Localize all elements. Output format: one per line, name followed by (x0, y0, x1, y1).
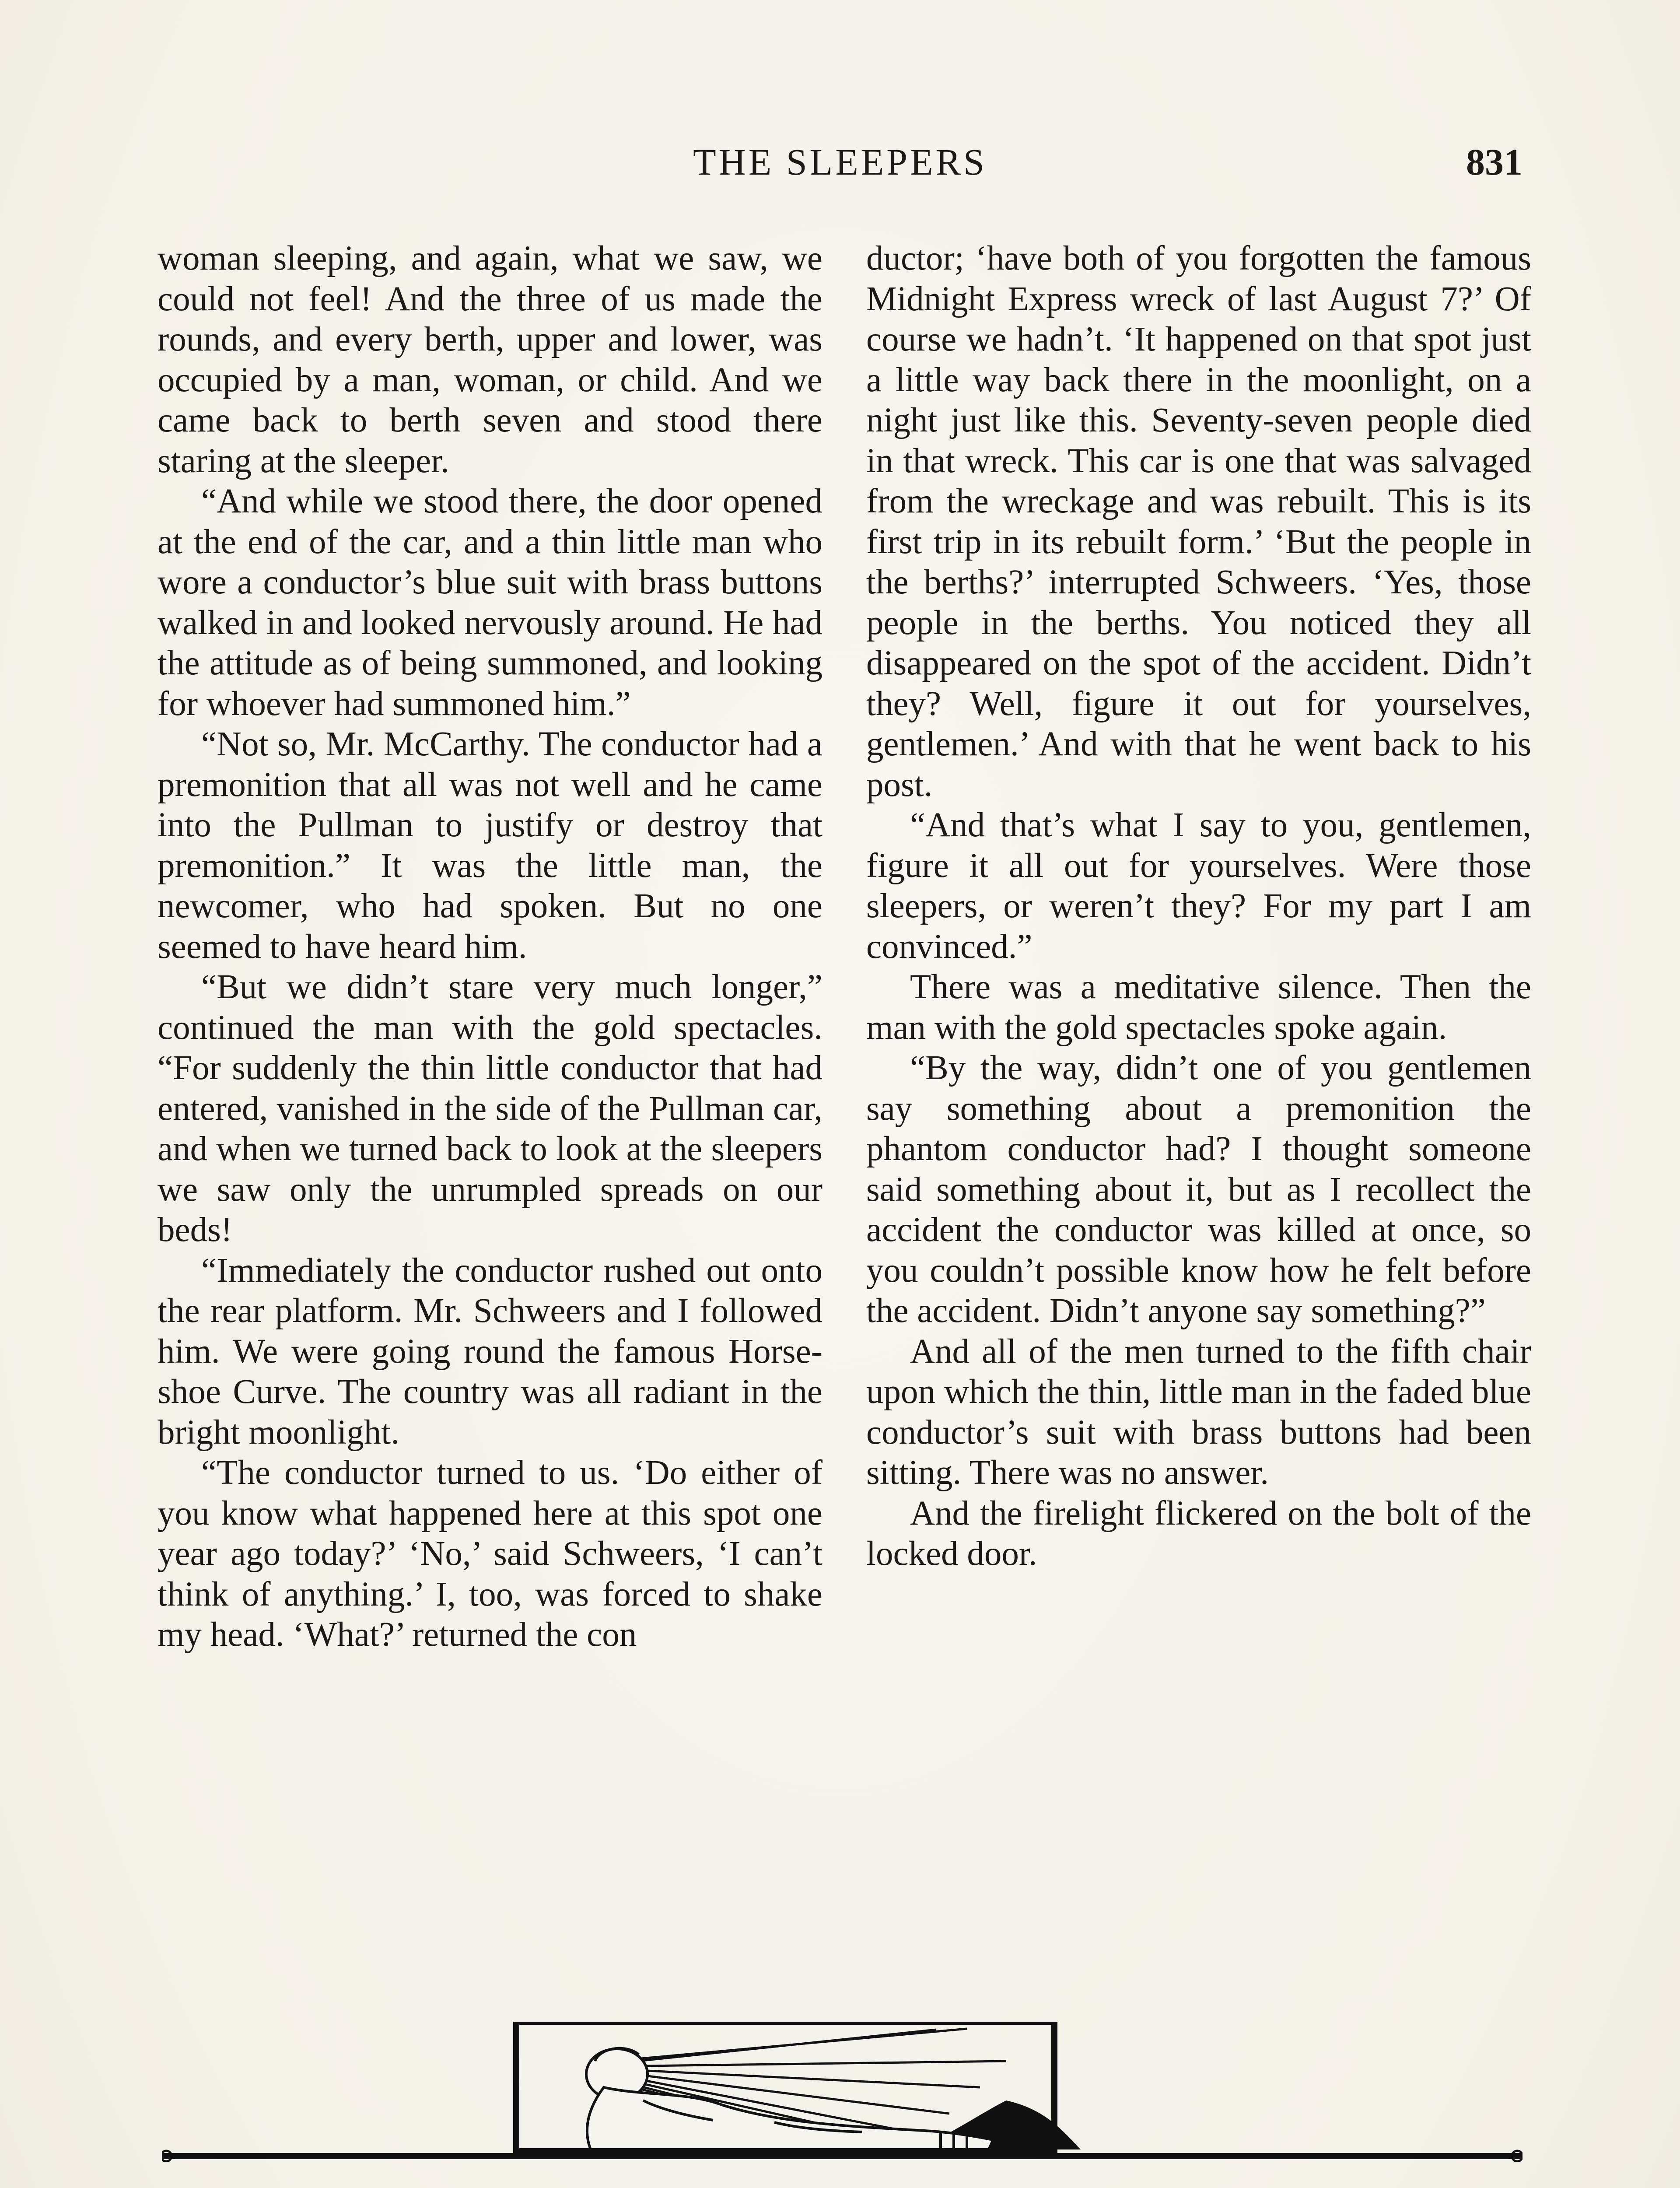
paragraph: And all of the men turned to the fifth chair upon which the thin, little man in the faded blue conductor’s suit with brass buttons had been sitting. There was no answer. (866, 1332, 1531, 1492)
tailpiece-illustration (162, 2022, 1522, 2162)
paragraph: And the firelight flickered on the bolt of the locked door. (866, 1494, 1531, 1573)
paragraph: “The conductor turned to us. ‘Do either of you know what happened here at this spot one year ago today?’ ‘No,’ said Schweers, ‘I can’t think of anything.’ I, too, was forced to shake my head. ‘What?’ returned the con (158, 1454, 822, 1654)
paragraph: “Immediately the conductor rushed out onto the rear platform. Mr. Schweers and I followed him. We were going round the famous Horseshoe Curve. The country was all radiant in the bright moonlight. (158, 1251, 822, 1452)
running-head (158, 138, 1522, 186)
paragraph: “Not so, Mr. McCarthy. The conductor had a premonition that all was not well and he came into the Pullman to justify or destroy that premonition.” It was the little man, the newcomer, who had spoken. But no one seemed to have heard him. (158, 725, 822, 966)
page-number: 831 (1466, 141, 1522, 183)
paragraph: ductor; ‘have both of you forgotten the famous Midnight Express wreck of last August 7?’ Of course we hadn’t. ‘It happened on that spot just a little way back there in the moonlight, on a night just like this. Seventy-seven people died in that wreck. This car is one that was salvaged from the wreckage and was rebuilt. This is its first trip in its rebuilt form.’ ‘But the people in the berths?’ interrupted Schweers. ‘Yes, those people in the berths. You noticed they all disappeared on the spot of the accident. Didn’t they? Well, figure it out for yourselves, gentlemen.’ And with that he went back to his post. (866, 239, 1531, 804)
paragraph: “By the way, didn’t one of you gentlemen say something about a premonition the phantom conductor had? I thought someone said something about it, but as I recollect the accident the conductor was killed at once, so you couldn’t possible know how he felt before the accident. Didn’t anyone say something?” (866, 1049, 1531, 1330)
right-column (866, 238, 1531, 1574)
page-title: THE SLEEPERS (693, 141, 987, 183)
paragraph: “And that’s what I say to you, gentlemen, figure it all out for yourselves. Were those sleepers, or weren’t they? For my part I am convinced.” (866, 806, 1531, 966)
left-column (158, 238, 822, 1655)
paragraph: “But we didn’t stare very much longer,” continued the man with the gold spectacles. “For suddenly the thin little conductor that had entered, vanished in the side of the Pullman car, and when we turned back to look at the sleepers we saw only the unrumpled spreads on our beds! (158, 968, 822, 1249)
paragraph: woman sleeping, and again, what we saw, we could not feel! And the three of us made the rounds, and every berth, upper and lower, was occupied by a man, woman, or child. And we came back to berth seven and stood there staring at the sleeper. (158, 239, 822, 480)
paragraph: “And while we stood there, the door opened at the end of the car, and a thin little man who wore a conductor’s blue suit with brass buttons walked in and looked nervously around. He had the attitude as of being summoned, and looking for whoever had summoned him.” (158, 482, 822, 723)
paragraph: There was a meditative silence. Then the man with the gold spectacles spoke again. (866, 968, 1531, 1047)
